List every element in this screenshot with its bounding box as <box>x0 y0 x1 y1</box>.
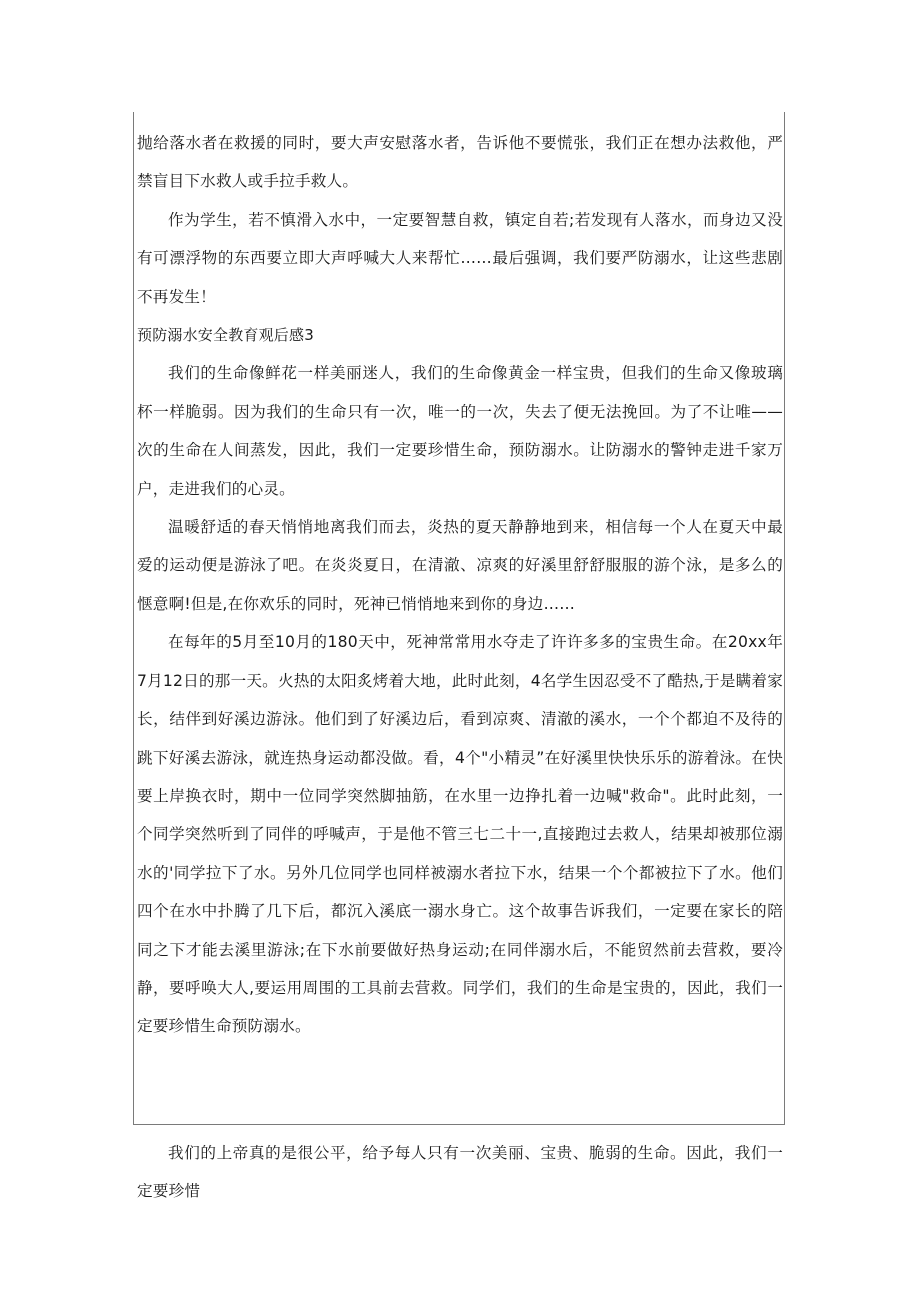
paragraph-student-self-rescue: 作为学生，若不慎滑入水中，一定要智慧自救，镇定自若;若发现有人落水，而身边又没有可漂浮物的东西要立即大声呼喊大人来帮忙……最后强调，我们要严防溺水，让这些悲剧不再发生！ <box>137 210 783 306</box>
paragraph-fair-god: 我们的上帝真的是很公平，给予每人只有一次美丽、宝贵、脆弱的生命。因此，我们一定要珍惜 <box>137 1144 783 1201</box>
section-heading: 预防溺水安全教育观后感3 <box>137 326 314 345</box>
paragraph-life-precious: 我们的生命像鲜花一样美丽迷人，我们的生命像黄金一样宝贵，但我们的生命又像玻璃杯一样脆弱。因为我们的生命只有一次，唯一的一次，失去了便无法挽回。为了不让唯——次的生命在人间蒸发，因此，我们一定要珍惜生命，预防溺水。让防溺水的警钟走进千家万户，走进我们的心灵。 <box>137 364 783 498</box>
paragraph-summer-swimming: 温暖舒适的春天悄悄地离我们而去，炎热的夏天静静地到来，相信每一个人在夏天中最爱的运动便是游泳了吧。在炎炎夏日，在清澈、凉爽的好溪里舒舒服服的游个泳，是多么的惬意啊!但是,在你欢乐的同时，死神已悄悄地来到你的身边…… <box>137 518 783 613</box>
paragraph-rescue-advice: 抛给落水者在救援的同时，要大声安慰落水者，告诉他不要慌张，我们正在想办法救他，严禁盲目下水救人或手拉手救人。 <box>137 134 783 191</box>
paragraph-drowning-story: 在每年的5月至10月的180天中，死神常常用水夺走了许许多多的宝贵生命。在20xx年7月12日的那一天。火热的太阳炙烤着大地，此时此刻，4名学生因忍受不了酷热,于是瞒着家长，结伴到好溪边游泳。他们到了好溪边后，看到凉爽、清澈的溪水，一个个都迫不及待的跳下好溪去游泳，就连热身运动都没做。看，4个"小精灵”在好溪里快快乐乐的游着泳。在快要上岸换衣时，期中一位同学突然脚抽筋，在水里一边挣扎着一边喊"救命"。此时此刻，一个同学突然听到了同伴的呼喊声，于是他不管三七二十一,直接跑过去救人，结果却被那位溺水的'同学拉下了水。另外几位同学也同样被溺水者拉下水，结果一个个都被拉下了水。他们四个在水中扑腾了几下后，都沉入溪底一溺水身亡。这个故事告诉我们，一定要在家长的陪同之下才能去溪里游泳;在下水前要做好热身运动;在同伴溺水后，不能贸然前去营救，要冷静，要呼唤大人,要运用周围的工具前去营救。同学们，我们的生命是宝贵的，因此，我们一定要珍惜生命预防溺水。 <box>137 633 783 1036</box>
trailing-text-block <box>137 1134 783 1211</box>
framed-text-block <box>137 124 783 1046</box>
